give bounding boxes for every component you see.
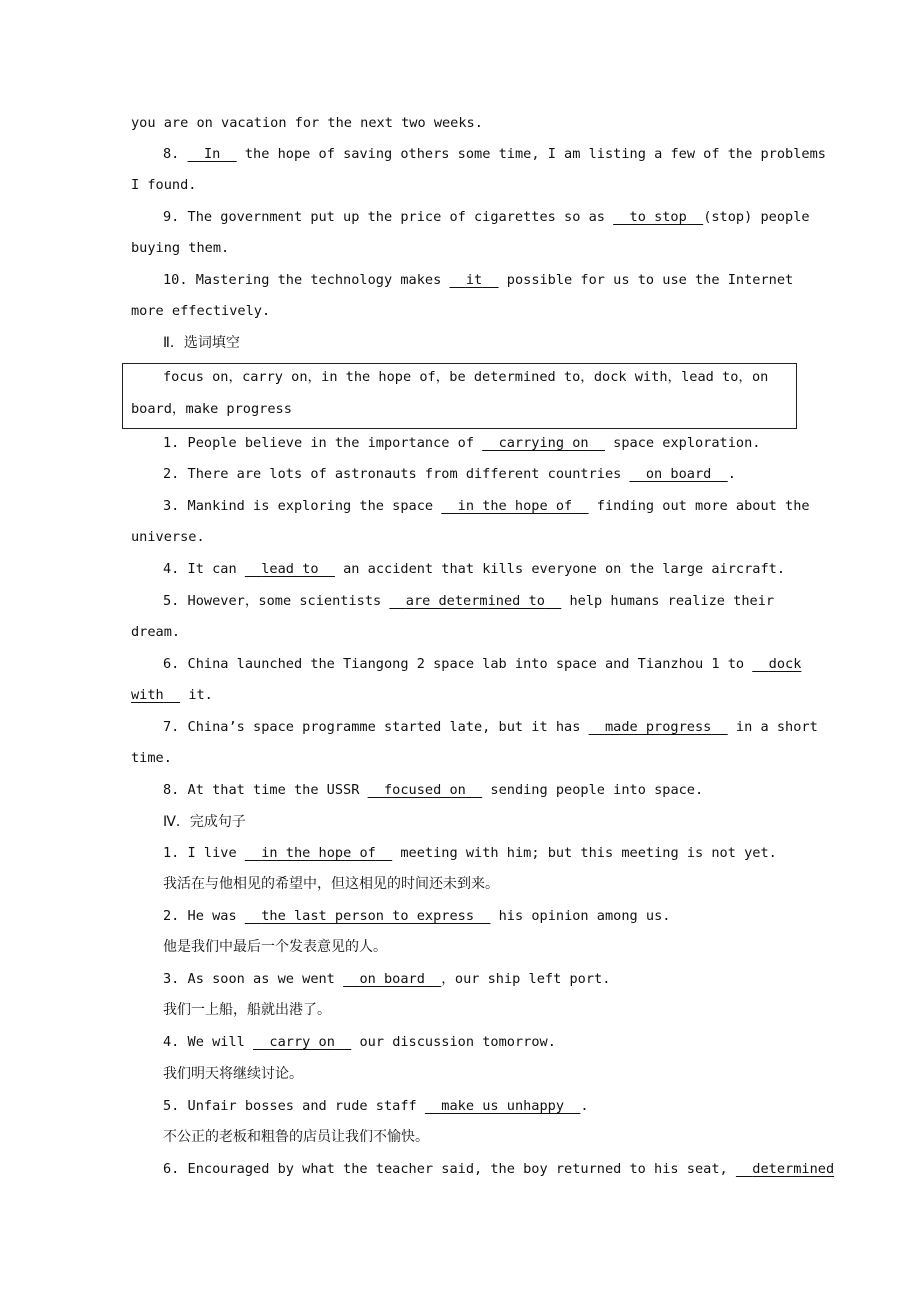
exercise-item	[163, 906, 670, 926]
sentence-text: his opinion among us.	[498, 908, 671, 924]
answer-blank	[630, 466, 728, 482]
answer-text: in the hope of	[261, 845, 376, 861]
word-bank-line: focus on，carry on，in the hope of，be determined to，dock with，lead to，on	[163, 369, 769, 385]
text-line	[131, 113, 483, 133]
text-line	[131, 527, 205, 547]
sentence-text: buying them.	[131, 240, 230, 256]
text-line	[131, 175, 196, 195]
answer-blank	[245, 908, 491, 924]
sentence-text: 4. We will	[163, 1034, 245, 1050]
answer-blank	[245, 845, 392, 861]
sentence-text: .	[727, 466, 736, 482]
sentence-text: 5. However，some scientists	[163, 593, 382, 609]
answer-blank	[368, 782, 483, 798]
exercise-item	[163, 969, 610, 989]
sentence-text: time.	[131, 750, 172, 766]
sentence-text: 1. People believe in the importance of	[163, 435, 474, 451]
answer-text: determined	[752, 1161, 835, 1177]
exercise-item	[163, 1159, 834, 1179]
sentence-text: 7. China’s space programme started late, but it has	[163, 719, 581, 735]
answer-text: carry on	[269, 1034, 335, 1050]
answer-blank	[482, 435, 605, 451]
answer-text: make us unhappy	[441, 1098, 565, 1114]
answer-text: dock	[768, 656, 802, 672]
sentence-text: universe.	[131, 529, 205, 545]
section-heading: Ⅳ．完成句子	[163, 814, 246, 830]
sentence-text: our discussion tomorrow.	[359, 1034, 556, 1050]
sentence-text: an accident that kills everyone on the large aircraft.	[343, 561, 786, 577]
exercise-item	[163, 843, 777, 863]
sentence-text: help humans realize their	[569, 593, 775, 609]
exercise-item	[163, 654, 801, 674]
answer-blank	[253, 1034, 351, 1050]
answer-text: on board	[645, 466, 712, 482]
exercise-item	[163, 780, 703, 800]
sentence-text: it.	[188, 687, 213, 703]
sentence-text: 3. As soon as we went	[163, 971, 335, 987]
sentence-text: 3. Mankind is exploring the space	[163, 498, 434, 514]
exercise-item	[163, 1032, 556, 1052]
answer-text: In	[203, 146, 221, 162]
text-line	[131, 301, 270, 321]
sentence-text: 6. Encouraged by what the teacher said, the boy returned to his seat,	[163, 1161, 728, 1177]
answer-text: in the hope of	[457, 498, 573, 514]
answer-blank	[425, 1098, 581, 1114]
sentence-text: the hope of saving others some time, I am listing a few of the problems	[244, 146, 826, 162]
sentence-text: 2. He was	[163, 908, 237, 924]
answer-text: are determined to	[405, 593, 545, 609]
sentence-text: ，our ship left port.	[441, 971, 611, 987]
sentence-text: 9. The government put up the price of cigarettes so as	[163, 209, 605, 225]
sentence-text: possible for us to use the Internet	[506, 272, 794, 288]
text-line	[131, 685, 213, 705]
sentence-text: you are on vacation for the next two weeks.	[131, 115, 483, 131]
exercise-item	[163, 496, 810, 516]
section-heading: Ⅱ．选词填空	[163, 335, 240, 351]
sentence-text: 1. I live	[163, 845, 237, 861]
sentence-text: (stop) people	[703, 209, 810, 225]
text-line	[131, 622, 180, 642]
answer-blank	[736, 1161, 834, 1177]
sentence-text: 6. China launched the Tiangong 2 space lab into space and Tianzhou 1 to	[163, 656, 745, 672]
text-line	[131, 748, 172, 768]
text-line	[131, 238, 229, 258]
item-number: 8.	[163, 146, 180, 162]
translation-line: 我们明天将继续讨论。	[163, 1066, 303, 1082]
sentence-text: 8. At that time the USSR	[163, 782, 360, 798]
answer-blank	[752, 656, 801, 672]
answer-blank	[131, 687, 180, 703]
answer-blank	[449, 272, 498, 288]
sentence-text: dream.	[131, 624, 181, 640]
answer-text: carrying on	[498, 435, 589, 451]
exercise-item	[163, 1096, 589, 1116]
answer-text: with	[131, 687, 164, 703]
sentence-text: space exploration.	[613, 435, 761, 451]
answer-text: lead to	[261, 561, 319, 577]
exercise-item	[163, 559, 785, 579]
answer-blank	[389, 593, 561, 609]
sentence-text: 2. There are lots of astronauts from different countries	[163, 466, 622, 482]
sentence-text: 5. Unfair bosses and rude staff	[163, 1098, 417, 1114]
exercise-item	[163, 433, 760, 453]
exercise-item	[163, 591, 774, 611]
answer-blank	[343, 971, 441, 987]
translation-line: 他是我们中最后一个发表意见的人。	[163, 939, 387, 955]
exercise-item	[163, 717, 818, 737]
exercise-item	[163, 464, 736, 484]
sentence-text: I found.	[131, 177, 197, 193]
answer-text: it	[465, 272, 483, 288]
translation-line: 我们一上船，船就出港了。	[163, 1002, 331, 1018]
exercise-item	[163, 270, 793, 290]
sentence-text: more effectively.	[131, 303, 271, 319]
answer-text: focused on	[383, 782, 466, 798]
answer-blank	[613, 209, 703, 225]
exercise-item	[163, 144, 826, 164]
exercise-item	[163, 207, 810, 227]
answer-blank	[589, 719, 728, 735]
translation-line: 我活在与他相见的希望中，但这相见的时间还未到来。	[163, 876, 499, 892]
answer-text: on board	[359, 971, 425, 987]
answer-blank	[188, 146, 237, 162]
translation-line: 不公正的老板和粗鲁的店员让我们不愉快。	[163, 1129, 429, 1145]
answer-text: the last person to express	[261, 908, 475, 924]
sentence-text: 4. It can	[163, 561, 237, 577]
sentence-text: finding out more about the	[596, 498, 810, 514]
sentence-text: sending people into space.	[490, 782, 704, 798]
answer-text: to stop	[629, 209, 687, 225]
sentence-text: in a short	[735, 719, 818, 735]
sentence-text: 10. Mastering the technology makes	[163, 272, 442, 288]
sentence-text: meeting with him; but this meeting is not yet.	[400, 845, 777, 861]
sentence-text: .	[580, 1098, 589, 1114]
answer-text: made progress	[604, 719, 712, 735]
answer-blank	[441, 498, 588, 514]
answer-blank	[245, 561, 335, 577]
word-bank-line: board，make progress	[131, 401, 292, 417]
